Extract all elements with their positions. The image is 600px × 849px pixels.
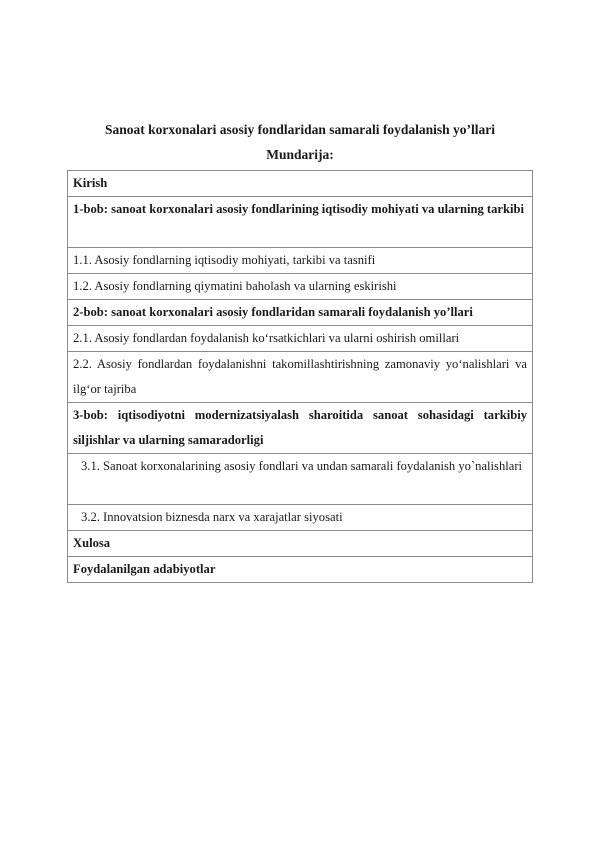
- toc-row: [68, 557, 533, 583]
- toc-row: [68, 171, 533, 197]
- toc-entry-chapter-1: 1-bob: sanoat korxonalari asosiy fondlarining iqtisodiy mohiyati va ularning tarkibi: [68, 197, 533, 248]
- toc-entry-section-3-2: 3.2. Innovatsion biznesda narx va xarajatlar siyosati: [68, 505, 533, 531]
- toc-row: [68, 505, 533, 531]
- toc-row: [68, 300, 533, 326]
- document-title: Sanoat korxonalari asosiy fondlaridan samarali foydalanish yo’llari: [104, 122, 496, 137]
- toc-entry-section-1-2: 1.2. Asosiy fondlarning qiymatini baholash va ularning eskirishi: [68, 274, 533, 300]
- toc-row: [68, 248, 533, 274]
- toc-entry-references: Foydalanilgan adabiyotlar: [68, 557, 533, 583]
- toc-entry-section-2-1: 2.1. Asosiy fondlardan foydalanish ko‘rsatkichlari va ularni oshirish omillari: [68, 326, 533, 352]
- toc-entry-section-2-2: 2.2. Asosiy fondlardan foydalanishni takomillashtirishning zamonaviy yo‘nalishlari va ilg‘or tajriba: [68, 352, 533, 403]
- toc-row: [68, 326, 533, 352]
- toc-entry-section-1-1: 1.1. Asosiy fondlarning iqtisodiy mohiyati, tarkibi va tasnifi: [68, 248, 533, 274]
- toc-row: [68, 352, 533, 403]
- toc-row: [68, 454, 533, 505]
- table-of-contents: [67, 170, 533, 583]
- toc-heading: Mundarija:: [266, 147, 334, 162]
- toc-row: [68, 403, 533, 454]
- toc-row: [68, 197, 533, 248]
- toc-entry-section-3-1: 3.1. Sanoat korxonalarining asosiy fondlari va undan samarali foydalanish yo`nalishlari: [68, 454, 533, 505]
- toc-entry-intro: Kirish: [68, 171, 533, 197]
- toc-entry-conclusion: Xulosa: [68, 531, 533, 557]
- toc-row: [68, 531, 533, 557]
- toc-entry-chapter-3: 3-bob: iqtisodiyotni modernizatsiyalash sharoitida sanoat sohasidagi tarkibiy siljishlar va ularning samaradorligi: [68, 403, 533, 454]
- toc-row: [68, 274, 533, 300]
- toc-entry-chapter-2: 2-bob: sanoat korxonalari asosiy fondlaridan samarali foydalanish yo’llari: [68, 300, 533, 326]
